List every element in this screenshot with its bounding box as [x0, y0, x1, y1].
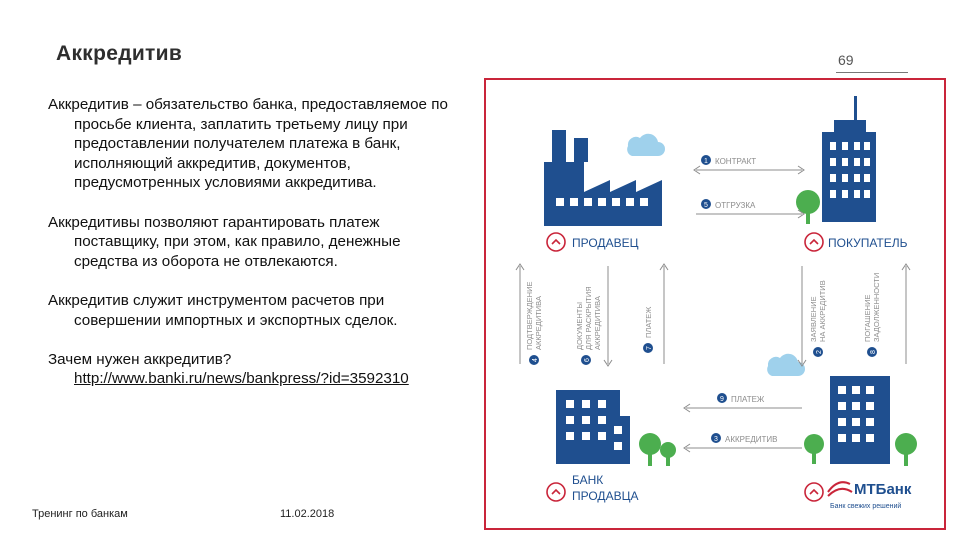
seller-bank-label [547, 473, 638, 503]
seller-bank-building-icon [556, 390, 630, 464]
footer-date: 11.02.2018 [280, 508, 335, 520]
definition-paragraph [48, 95, 468, 193]
buyer-bank-cloud-icon [767, 354, 805, 376]
definition-text: – обязательство банка, предоставляемое по просьбе клиента, заплатить третьему лицу при предоставлении получателем платежа в банк, исполняющий аккредитив, документов, предусмотренных условиями аккредитива. [74, 96, 448, 192]
step-1-label: КОНТРАКТ [715, 157, 757, 166]
definition-term: Аккредитив [48, 96, 129, 113]
step-5-shipment [696, 199, 804, 218]
step-3-label: АККРЕДИТИВ [725, 435, 778, 444]
buyer-skyscraper-icon [822, 96, 876, 222]
bank-tagline: Банк свежих решений [830, 503, 902, 510]
step-2-num: 2 [816, 350, 823, 354]
step-9-num: 9 [720, 396, 724, 403]
bank-logo-text: МТБанк [854, 481, 912, 498]
question-paragraph [48, 350, 468, 389]
step-6-documents [575, 266, 612, 366]
seller-bank-label-line2: ПРОДАВЦА [572, 489, 639, 503]
buyer-bank-building-icon [830, 376, 890, 464]
step-9-payment [684, 393, 802, 412]
step-6-line1: ДОКУМЕНТЫ [575, 301, 584, 350]
mtbank-swoosh-icon [828, 482, 852, 496]
step-8-line1: ПОГАШЕНИЕ [863, 294, 872, 342]
step-7-line1: ПЛАТЕЖ [644, 306, 653, 338]
seller-label [547, 233, 639, 251]
step-5-label: ОТГРУЗКА [715, 201, 756, 210]
slide-title: Аккредитив [56, 42, 183, 65]
footer-training-label: Тренинг по банкам [32, 508, 128, 520]
step-6-line3: АККРЕДИТИВА [593, 296, 602, 350]
step-9-label: ПЛАТЕЖ [731, 395, 765, 404]
guarantee-paragraph: Аккредитивы позволяют гарантировать платеж поставщику, при этом, как правило, денежные средства из оборота не отвлекаются. [48, 213, 401, 270]
seller-label-text: ПРОДАВЕЦ [572, 236, 639, 250]
step-3-num: 3 [714, 436, 718, 443]
bank-logo [805, 481, 912, 510]
step-8-debt-repayment [863, 264, 910, 364]
step-6-num: 6 [584, 358, 591, 362]
page-number: 69 [838, 52, 854, 68]
step-7-num: 7 [646, 346, 653, 350]
step-4-line2: АККРЕДИТИВА [534, 296, 543, 350]
page-number-rule [836, 72, 908, 73]
buyer-label [805, 233, 908, 251]
step-7-payment [643, 264, 668, 364]
buyer-tree-icon [796, 190, 820, 224]
step-1-contract [694, 155, 804, 174]
infographic-canvas [486, 80, 948, 532]
letter-of-credit-infographic [484, 78, 946, 530]
article-link[interactable]: http://www.banki.ru/news/bankpress/?id=3592310 [74, 370, 409, 388]
step-2-application [798, 266, 827, 366]
question-text: Зачем нужен аккредитив? [48, 350, 232, 368]
step-5-num: 5 [704, 202, 708, 209]
body-text [48, 95, 468, 409]
step-8-line2: ЗАДОЛЖЕННОСТИ [872, 272, 881, 342]
instrument-paragraph: Аккредитив служит инструментом расчетов при совершении импортных и экспортных сделок. [48, 291, 398, 329]
step-4-num: 4 [532, 358, 539, 362]
seller-bank-trees-icon [639, 433, 676, 466]
step-2-line1: ЗАЯВЛЕНИЕ [809, 296, 818, 342]
step-4-confirmation [516, 264, 543, 365]
step-3-letter-of-credit [684, 433, 802, 452]
step-1-num: 1 [704, 158, 708, 165]
buyer-label-text: ПОКУПАТЕЛЬ [828, 236, 908, 250]
step-8-num: 8 [870, 350, 877, 354]
step-2-line2: НА АККРЕДИТИВ [818, 280, 827, 342]
seller-bank-label-line1: БАНК [572, 473, 604, 487]
step-4-line1: ПОДТВЕРЖДЕНИЕ [525, 281, 534, 350]
step-6-line2: ДЛЯ РАСКРЫТИЯ [584, 286, 593, 350]
seller-cloud-icon [627, 134, 665, 156]
